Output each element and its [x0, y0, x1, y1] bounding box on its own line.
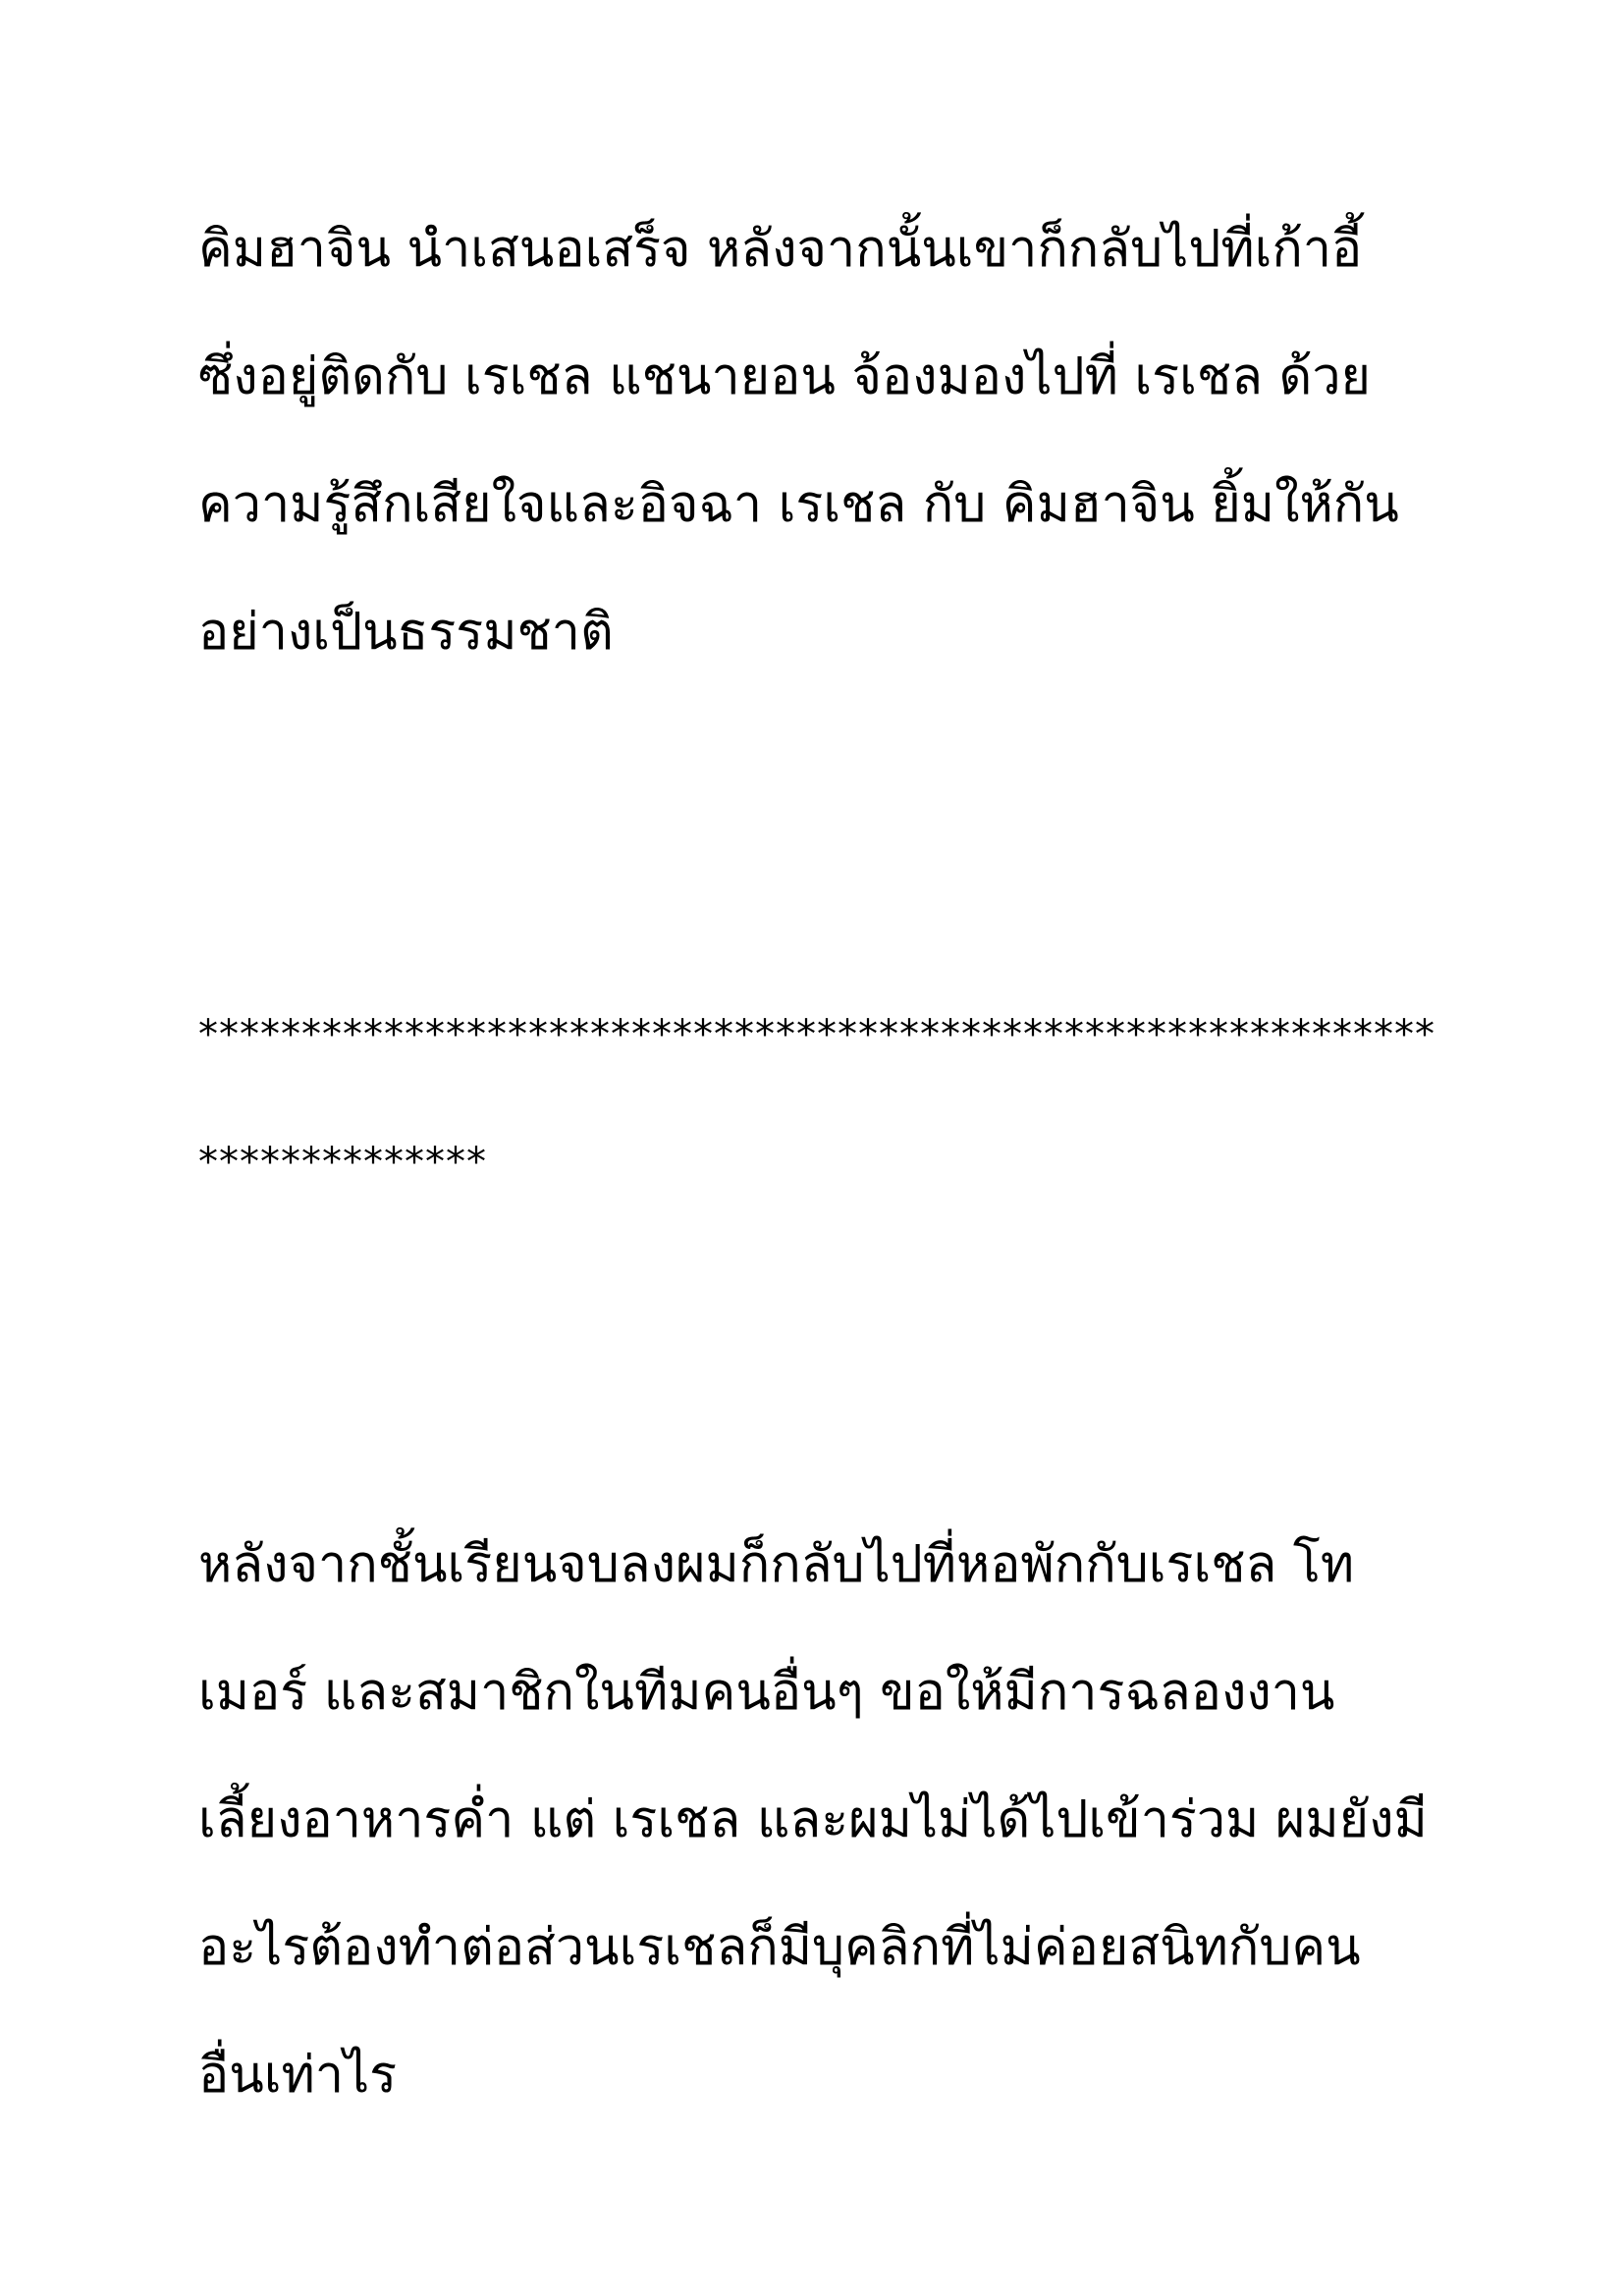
- paragraph-2-line-1: หลังจากชั้นเรียนจบลงผมก็กลับไปที่หอพักกับเรเชล โท: [198, 1535, 1355, 1594]
- paragraph-1-line-4: อย่างเป็นธรรมชาติ: [198, 603, 614, 662]
- paragraph-1-line-2: ซึ่งอยู่ติดกับ เรเชล แชนายอน จ้องมองไปที่ เรเชล ด้วย: [198, 347, 1371, 406]
- paragraph-1-line-1: คิมฮาจิน นำเสนอเสร็จ หลังจากนั้นเขาก็กลับไปที่เก้าอี้: [198, 220, 1363, 279]
- separator-line-1: ************************************************************: [198, 1012, 1435, 1057]
- paragraph-2-line-5: อื่นเท่าไร: [198, 2046, 398, 2105]
- separator-line-2: **************: [198, 1140, 487, 1185]
- paragraph-2-line-2: เมอร์ และสมาชิกในทีมคนอื่นๆ ขอให้มีการฉลองงาน: [198, 1663, 1335, 1722]
- paragraph-2-line-3: เลี้ยงอาหารค่ำ แต่ เรเชล และผมไม่ได้ไปเข้าร่วม ผมยังมี: [198, 1790, 1428, 1849]
- paragraph-2-line-4: อะไรต้องทำต่อส่วนเรเชลก็มีบุคลิกที่ไม่ค่อยสนิทกับคน: [198, 1918, 1361, 1977]
- paragraph-1-line-3: ความรู้สึกเสียใจและอิจฉา เรเชล กับ คิมฮาจิน ยิ้มให้กัน: [198, 475, 1399, 534]
